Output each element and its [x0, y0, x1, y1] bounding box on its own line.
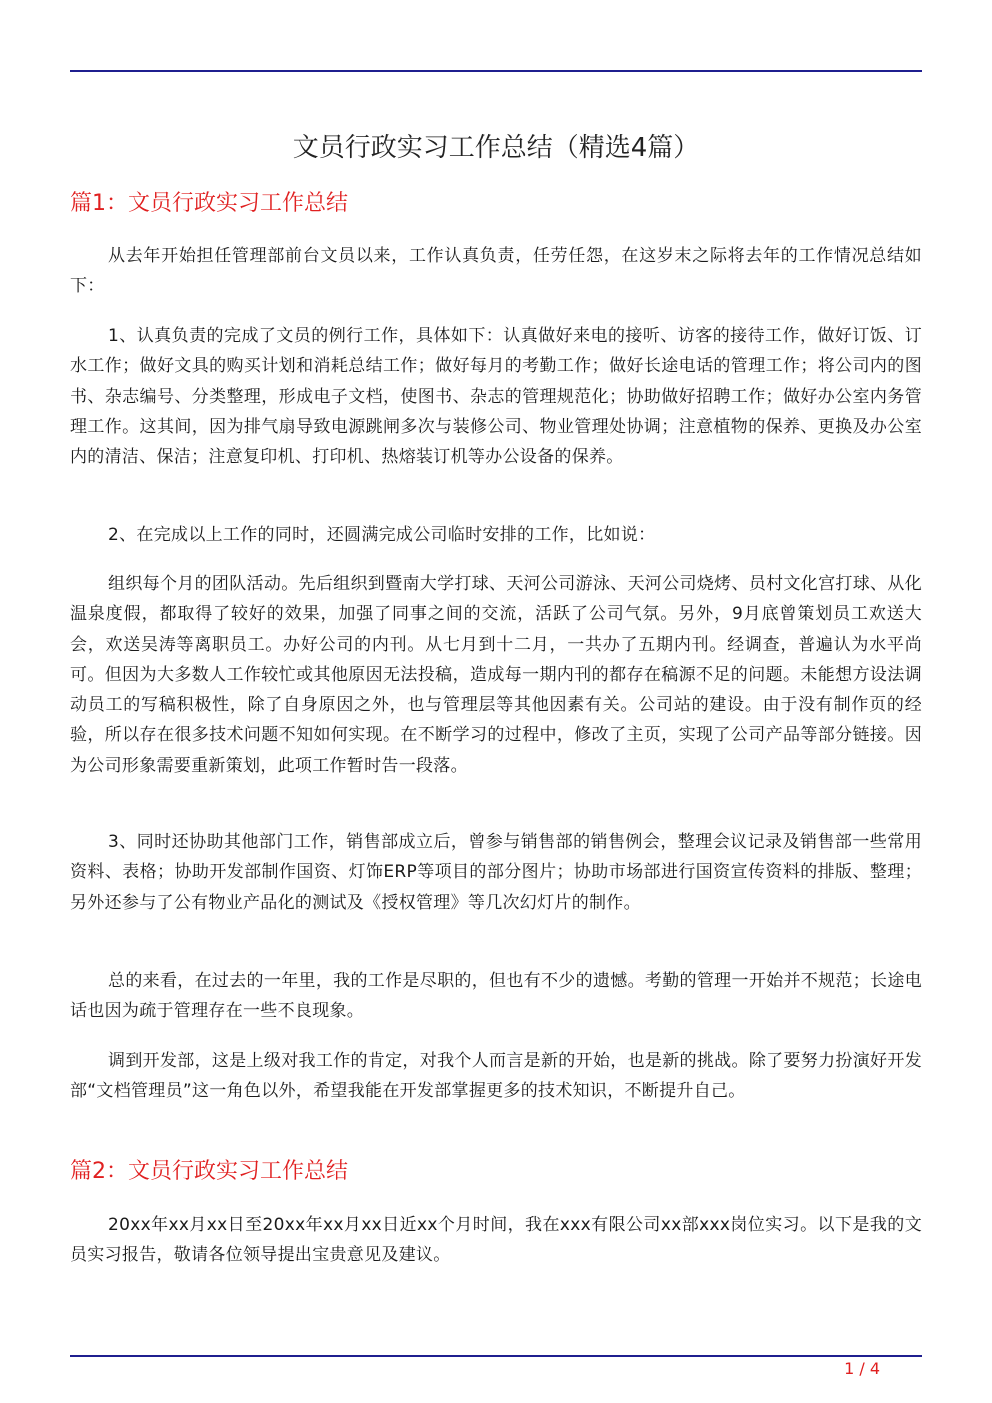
paragraph-intro: 从去年开始担任管理部前台文员以来，工作认真负责，任劳任怨，在这岁末之际将去年的工作情况总结如下： — [70, 246, 922, 297]
paragraph-item-2: 2、在完成以上工作的同时，还圆满完成公司临时安排的工作，比如说： — [108, 525, 656, 545]
page-number: 1 / 4 — [844, 1359, 880, 1378]
paragraph-summary: 总的来看，在过去的一年里，我的工作是尽职的，但也有不少的遗憾。考勤的管理一开始并不规范；长途电话也因为疏于管理存在一些不良现象。 — [70, 971, 922, 1022]
header-rule — [70, 70, 922, 72]
paragraph-transfer: 调到开发部，这是上级对我工作的肯定，对我个人而言是新的开始，也是新的挑战。除了要努力扮演好开发部“文档管理员”这一角色以外，希望我能在开发部掌握更多的技术知识，不断提升自己。 — [70, 1051, 922, 1102]
paragraph-item-3: 3、同时还协助其他部门工作，销售部成立后，曾参与销售部的销售例会，整理会议记录及销售部一些常用资料、表格；协助开发部制作国资、灯饰ERP等项目的部分图片；协助市场部进行国资宣传资料的排版、整理；另外还参与了公有物业产品化的测试及《授权管理》等几次幻灯片的制作。 — [70, 832, 922, 913]
section-1-heading: 篇1：文员行政实习工作总结 — [70, 191, 348, 216]
paragraph-item-1: 1、认真负责的完成了文员的例行工作，具体如下：认真做好来电的接听、访客的接待工作，做好订饭、订水工作；做好文具的购买计划和消耗总结工作；做好每月的考勤工作；做好长途电话的管理工作；将公司内的图书、杂志编号、分类整理，形成电子文档，使图书、杂志的管理规范化；协助做好招聘工作；做好办公室内务管理工作。这其间，因为排气扇导致电源跳闸多次与装修公司、物业管理处协调；注意植物的保养、更换及办公室内的清洁、保洁；注意复印机、打印机、热熔装订机等办公设备的保养。 — [70, 326, 922, 468]
paragraph-section-2: 20xx年xx月xx日至20xx年xx月xx日近xx个月时间，我在xxx有限公司xx部xxx岗位实习。以下是我的文员实习报告，敬请各位领导提出宝贵意见及建议。 — [70, 1215, 922, 1266]
section-2-heading: 篇2：文员行政实习工作总结 — [70, 1159, 348, 1184]
document-title: 文员行政实习工作总结（精选4篇） — [292, 133, 700, 163]
footer-rule — [70, 1355, 922, 1357]
paragraph-activities: 组织每个月的团队活动。先后组织到暨南大学打球、天河公司游泳、天河公司烧烤、员村文化宫打球、从化温泉度假，都取得了较好的效果，加强了同事之间的交流，活跃了公司气氛。另外，9月底曾策划员工欢送大会，欢送吴涛等离职员工。办好公司的内刊。从七月到十二月，一共办了五期内刊。经调查，普遍认为水平尚可。但因为大多数人工作较忙或其他原因无法投稿，造成每一期内刊的都存在稿源不足的问题。未能想方设法调动员工的写稿积极性，除了自身原因之外，也与管理层等其他因素有关。公司站的建设。由于没有制作页的经验，所以存在很多技术问题不知如何实现。在不断学习的过程中，修改了主页，实现了公司产品等部分链接。因为公司形象需要重新策划，此项工作暂时告一段落。 — [70, 574, 922, 776]
